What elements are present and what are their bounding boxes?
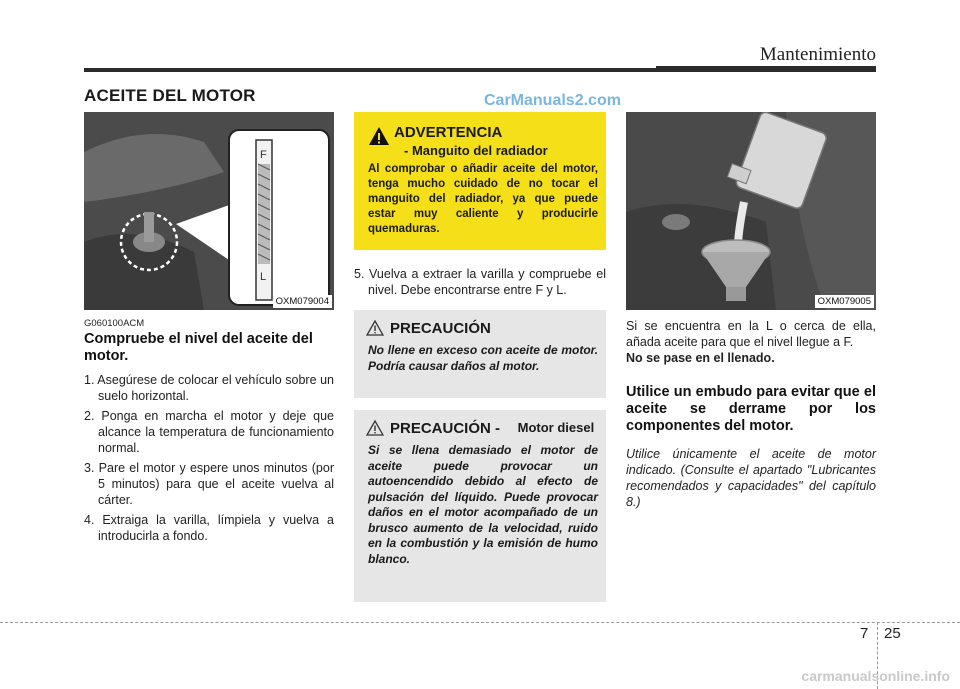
footer-divider [0, 622, 960, 623]
caution-title-sub: Motor diesel [517, 420, 595, 435]
list-item: 1. Asegúrese de colocar el vehículo sobre un suelo horizontal. [84, 373, 334, 403]
caution-diesel-title [390, 420, 598, 437]
warning-body: Al comprobar o añadir aceite del motor, tenga mucho cuidado de no tocar el manguito del radiador, ya que puede estar muy caliente y producirle quemaduras. [368, 163, 598, 235]
dipstick-figure [84, 112, 334, 310]
warning-title: ADVERTENCIA [394, 124, 503, 141]
funnel-heading: Utilice un embudo para evitar que el aceite se derrame por los componentes del motor. [626, 384, 876, 434]
page-number: 25 [884, 625, 901, 642]
refill-instruction [626, 318, 876, 366]
check-oil-heading: Compruebe el nivel del aceite del motor. [84, 331, 313, 364]
warning-box [354, 112, 606, 250]
header-rule [84, 68, 656, 72]
no-overfill-text: No se pase en el llenado. [626, 351, 775, 365]
funnel-figure [626, 112, 876, 310]
caution-title-main: PRECAUCIÓN - [390, 420, 501, 437]
section-title: ACEITE DEL MOTOR [84, 86, 256, 105]
steps-list [84, 372, 334, 548]
warning-subtitle: - Manguito del radiador [404, 143, 548, 158]
caution-title: PRECAUCIÓN [390, 320, 491, 337]
svg-text:L: L [260, 271, 267, 283]
caution-body: No llene en exceso con aceite de motor. Podría causar daños al motor. [368, 343, 598, 373]
footer-watermark[interactable]: carmanualsonline.info [801, 668, 950, 684]
refill-text: Si se encuentra en la L o cerca de ella, añada aceite para que el nivel llegue a F. [626, 319, 876, 349]
figure-code: OXM079004 [273, 295, 332, 308]
oil-funnel-illustration [626, 112, 876, 310]
step-5: 5. Vuelva a extraer la varilla y compruebe el nivel. Debe encontrarse entre F y L. [354, 267, 606, 297]
list-item: 3. Pare el motor y espere unos minutos (por 5 minutos) para que el aceite vuelva al cárter. [84, 461, 334, 507]
list-item: 2. Ponga en marcha el motor y deje que alcance la temperatura de funcionamiento normal. [84, 409, 334, 455]
oil-note: Utilice únicamente el aceite de motor indicado. (Consulte el apartado "Lubricantes recomendados y capacidades" del capítulo 8.) [626, 447, 876, 509]
list-item: 4. Extraiga la varilla, límpiela y vuelva a introducirla a fondo. [84, 513, 334, 543]
caution-triangle-icon [366, 320, 384, 336]
caution-diesel-box [354, 410, 606, 602]
warning-triangle-icon [368, 126, 390, 146]
watermark[interactable]: CarManuals2.com [484, 92, 621, 109]
figure-code: OXM079005 [815, 295, 874, 308]
header-rule-right [656, 66, 876, 72]
running-head: Mantenimiento [759, 44, 876, 65]
chapter-number: 7 [860, 625, 869, 642]
caution-box [354, 310, 606, 398]
caution-triangle-icon [366, 420, 384, 436]
engine-dipstick-illustration [84, 112, 334, 310]
section-code: G060100ACM [84, 318, 145, 329]
caution-diesel-body: Si se llena demasiado el motor de aceite puede provocar un autoencendido debido al efecto de pulsación del líquido. Puede provocar daños en el motor acompañado de un brusco aumento de la velocidad, ruido en la combustión y la emisión de humo blanco. [368, 443, 598, 566]
svg-text:F: F [260, 149, 267, 161]
